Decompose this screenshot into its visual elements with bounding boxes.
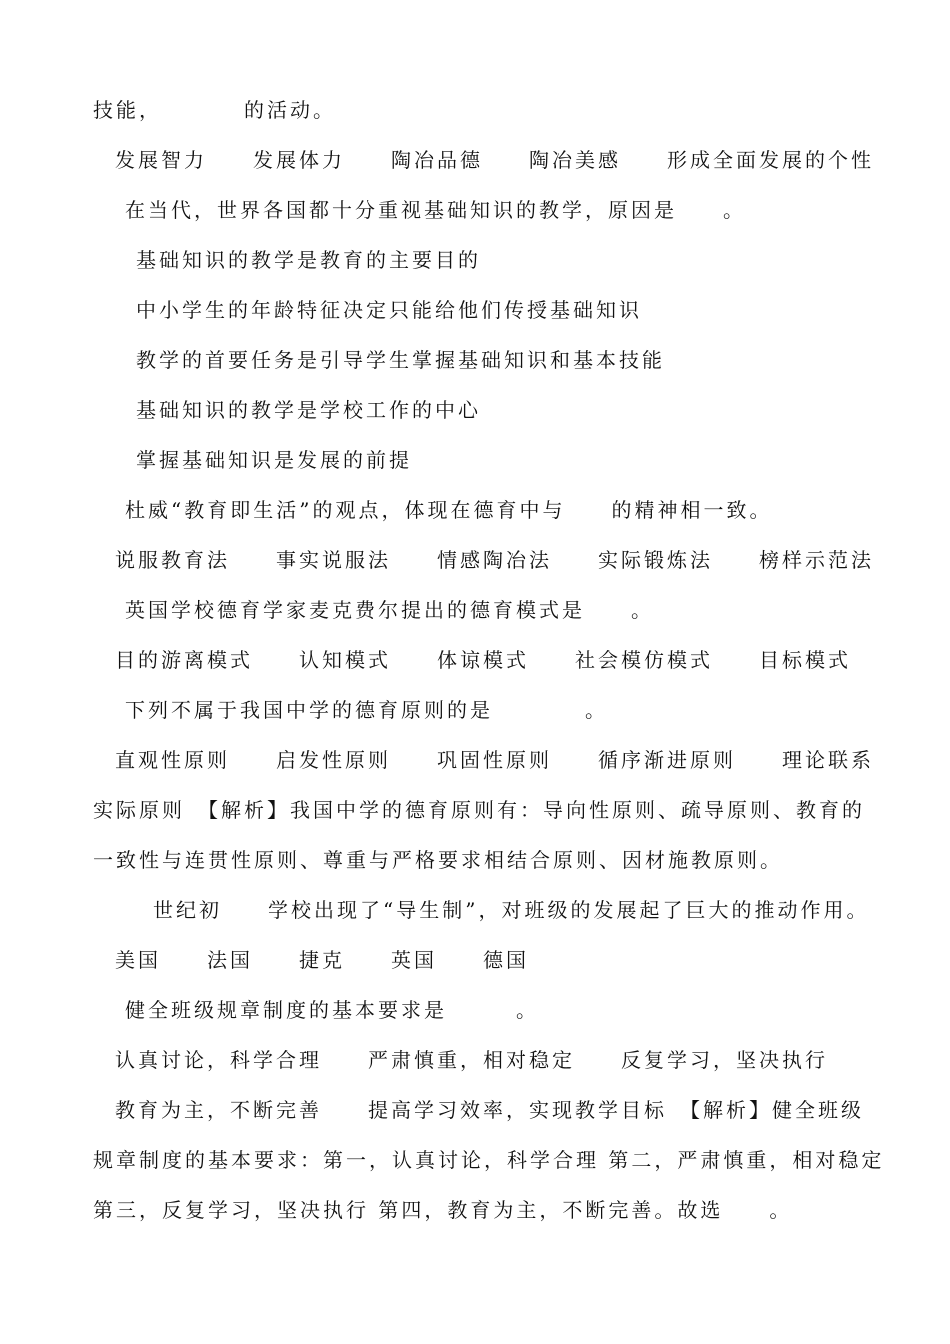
- analysis-line: 实际原则 【解析】我国中学的德育原则有：导向性原则、疏导原则、教育的: [93, 798, 865, 822]
- option-line: 说服教育法 事实说服法 情感陶冶法 实际锻炼法 榜样示范法: [115, 548, 874, 572]
- option-line: 教学的首要任务是引导学生掌握基础知识和基本技能: [136, 348, 665, 372]
- option-line: 发展智力 发展体力 陶冶品德 陶冶美感 形成全面发展的个性: [115, 148, 874, 172]
- option-line: 目的游离模式 认知模式 体谅模式 社会模仿模式 目标模式: [115, 648, 851, 672]
- option-line: 美国 法国 捷克 英国 德国: [115, 948, 529, 972]
- analysis-line: 一致性与连贯性原则、尊重与严格要求相结合原则、因材施教原则。: [93, 848, 783, 872]
- question-line: 下列不属于我国中学的德育原则的是 。: [125, 698, 608, 722]
- option-line: 教育为主，不断完善 提高学习效率，实现教学目标 【解析】健全班级: [115, 1098, 864, 1122]
- option-line: 基础知识的教学是教育的主要目的: [136, 248, 481, 272]
- question-line: 英国学校德育学家麦克费尔提出的德育模式是 。: [125, 598, 654, 622]
- question-line: 世纪初 学校出现了“导生制”，对班级的发展起了巨大的推动作用。: [153, 898, 870, 922]
- question-line: 杜威“教育即生活”的观点，体现在德育中与 的精神相一致。: [125, 498, 773, 522]
- option-line: 认真讨论，科学合理 严肃慎重，相对稳定 反复学习，坚决执行: [115, 1048, 828, 1072]
- option-line: 基础知识的教学是学校工作的中心: [136, 398, 481, 422]
- option-line: 中小学生的年龄特征决定只能给他们传授基础知识: [136, 298, 642, 322]
- question-line: 健全班级规章制度的基本要求是 。: [125, 998, 539, 1022]
- question-line: 在当代，世界各国都十分重视基础知识的教学，原因是 。: [125, 198, 746, 222]
- analysis-line: 第三，反复学习，坚决执行 第四，教育为主，不断完善。故选 。: [93, 1198, 793, 1222]
- option-line: 直观性原则 启发性原则 巩固性原则 循序渐进原则 理论联系: [115, 748, 874, 772]
- option-line: 掌握基础知识是发展的前提: [136, 448, 412, 472]
- text-line: 技能， 的活动。: [93, 98, 336, 122]
- analysis-line: 规章制度的基本要求：第一，认真讨论，科学合理 第二，严肃慎重，相对稳定: [93, 1148, 885, 1172]
